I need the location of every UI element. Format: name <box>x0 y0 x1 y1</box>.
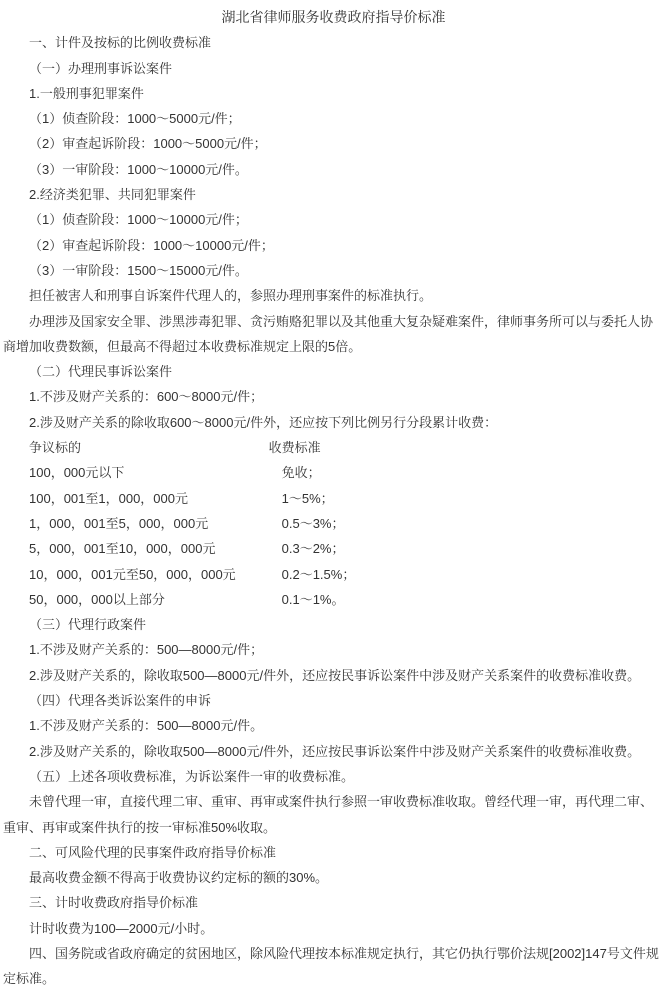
paragraph-civil-with-property: 2.涉及财产关系的除收取600～8000元/件外，还应按下列比例另行分段累计收费： <box>29 414 498 430</box>
fee-table-rate: 0.2～1.5%； <box>281 566 356 582</box>
fee-table-header-row <box>3 435 664 460</box>
paragraph-first-trial-standard-note: （五）上述各项收费标准，为诉讼案件一审的收费标准。 <box>29 768 355 784</box>
fee-table-row <box>3 562 664 587</box>
paragraph-economic-crime-heading: 2.经济类犯罪、共同犯罪案件 <box>29 187 196 203</box>
fee-table-rate: 免收； <box>281 465 321 481</box>
paragraph-admin-no-property: 1.不涉及财产关系的：500—8000元/件； <box>29 642 264 658</box>
fee-table-rate: 0.1～1%。 <box>281 591 345 607</box>
paragraph-admin-with-property: 2.涉及财产关系的，除收取500—8000元/件外，还应按民事诉讼案件中涉及财产关系案件的收费标准收费。 <box>29 667 641 683</box>
paragraph-section-1-heading: 一、计件及按标的比例收费标准 <box>29 35 212 51</box>
paragraph-major-complex-cases-note: 办理涉及国家安全罪、涉黑涉毒犯罪、贪污贿赂犯罪以及其他重大复杂疑难案件，律师事务所可以与委托人协商增加收费数额，但最高不得超过本收费标准规定上限的5倍。 <box>3 313 654 354</box>
paragraph-prosecution-stage-2: （2）审查起诉阶段：1000～10000元/件； <box>29 237 274 253</box>
paragraph-hourly-fee: 计时收费为100—2000元/小时。 <box>29 920 214 936</box>
paragraph-section-2-heading: 二、可风险代理的民事案件政府指导价标准 <box>29 844 277 860</box>
paragraph-prosecution-stage-1: （2）审查起诉阶段：1000～5000元/件； <box>29 136 267 152</box>
paragraph-risk-agency-cap: 最高收费金额不得高于收费协议约定标的额的30%。 <box>29 870 329 886</box>
paragraph-section-3-heading: 三、计时收费政府指导价标准 <box>29 895 199 911</box>
paragraph-first-trial-stage-2: （3）一审阶段：1500～15000元/件。 <box>29 262 248 278</box>
fee-table-row <box>3 486 664 511</box>
fee-table-rate: 0.5～3%； <box>281 515 345 531</box>
paragraph-admin-cases-heading: （三）代理行政案件 <box>29 617 147 633</box>
fee-table-rate: 0.3～2%； <box>281 541 345 557</box>
fee-table-range: 5，000，001至10，000，000元 <box>29 541 216 557</box>
fee-table-rate: 1～5%； <box>281 490 334 506</box>
paragraph-criminal-cases-heading: （一）办理刑事诉讼案件 <box>29 60 173 76</box>
paragraph-civil-no-property: 1.不涉及财产关系的：600～8000元/件； <box>29 389 264 405</box>
fee-table-range: 10，000，001元至50，000，000元 <box>29 566 236 582</box>
paragraph-appeal-cases-heading: （四）代理各类诉讼案件的申诉 <box>29 693 212 709</box>
paragraph-appeal-with-property: 2.涉及财产关系的，除收取500—8000元/件外，还应按民事诉讼案件中涉及财产关系案件的收费标准收费。 <box>29 743 641 759</box>
paragraph-second-trial-fee-note: 未曾代理一审，直接代理二审、重审、再审或案件执行参照一审收费标准收取。曾经代理一审，再代理二审、重审、再审或案件执行的按一审标准50%收取。 <box>3 794 654 835</box>
fee-table-row <box>3 587 664 612</box>
paragraph-first-trial-stage-1: （3）一审阶段：1000～10000元/件。 <box>29 161 248 177</box>
fee-table-range: 100，001至1，000，000元 <box>29 490 188 506</box>
paragraph-victim-agent-note: 担任被害人和刑事自诉案件代理人的，参照办理刑事案件的标准执行。 <box>29 288 433 304</box>
paragraph-investigation-stage-2: （1）侦查阶段：1000～10000元/件； <box>29 212 248 228</box>
paragraph-civil-cases-heading: （二）代理民事诉讼案件 <box>29 364 173 380</box>
paragraph-appeal-no-property: 1.不涉及财产关系的：500—8000元/件。 <box>29 718 264 734</box>
paragraph-section-4-poor-areas: 四、国务院或省政府确定的贫困地区，除风险代理按本标准规定执行，其它仍执行鄂价法规[2002]147号文件规定标准。 <box>3 945 659 987</box>
page-title: 湖北省律师服务收费政府指导价标准 <box>221 9 446 25</box>
fee-table-row <box>3 536 664 561</box>
fee-table-row <box>3 511 664 536</box>
fee-table <box>3 435 664 612</box>
paragraph-general-criminal-heading: 1.一般刑事犯罪案件 <box>29 85 144 101</box>
fee-table-header-standard: 收费标准 <box>268 440 321 456</box>
paragraph-investigation-stage-1: （1）侦查阶段：1000～5000元/件； <box>29 111 241 127</box>
fee-table-range: 1，000，001至5，000，000元 <box>29 515 209 531</box>
fee-table-header-subject: 争议标的 <box>29 440 82 456</box>
fee-table-range: 100，000元以下 <box>29 465 125 481</box>
fee-table-row <box>3 460 664 485</box>
fee-table-range: 50，000，000以上部分 <box>29 591 165 607</box>
